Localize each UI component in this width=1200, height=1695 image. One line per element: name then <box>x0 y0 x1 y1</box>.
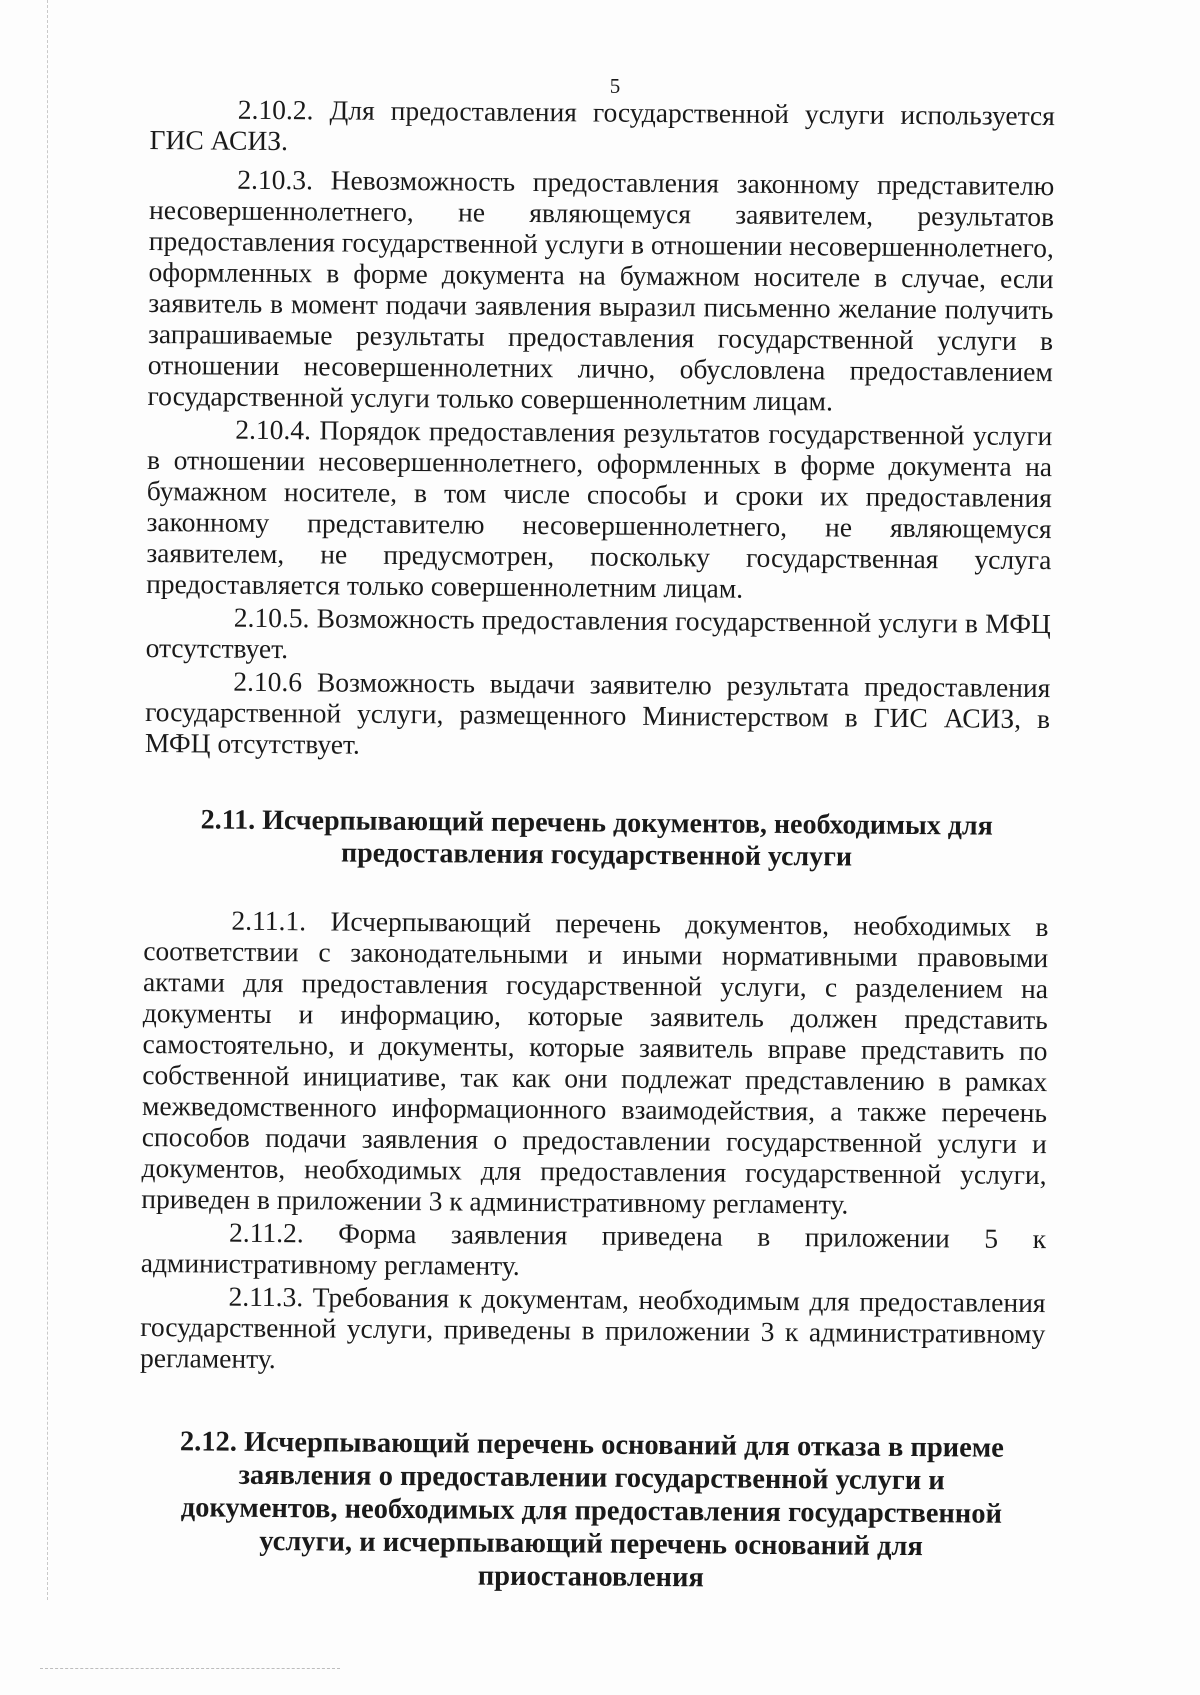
paragraph-2-11-3: 2.11.3. Требования к документам, необходимым для предоставления государственной услуги, приведены в приложении 3 к административному регламенту. <box>139 1280 1046 1375</box>
paragraph-2-10-3: 2.10.3. Невозможность предоставления законному представителю несовершеннолетнего, не являющемуся заявителем, результатов предоставления государственной услуги в отношении несовершеннолетнего, оформленных в форме документа на бумажном носителе в случае, если заявитель в момент подачи заявления выразил письменно желание получить запрашиваемые результаты предоставления государственной услуги в отношении несовершеннолетних лично, обусловлена предоставлением государственной услуги только совершеннолетним лицам. <box>147 163 1055 417</box>
section-heading-2-11: 2.11. Исчерпывающий перечень документов, необходимых для предоставления государственной услуги <box>200 804 993 873</box>
paragraph-2-10-6: 2.10.6 Возможность выдачи заявителю результата предоставления государственной услуги, размещенного Министерством в ГИС АСИЗ, в МФЦ отсутствует. <box>144 665 1051 760</box>
paragraph-2-10-5: 2.10.5. Возможность предоставления государственной услуги в МФЦ отсутствует. <box>145 601 1051 665</box>
paragraph-2-11-2: 2.11.2. Форма заявления приведена в приложении 5 к административному регламенту. <box>140 1216 1047 1281</box>
paragraph-2-10-4: 2.10.4. Порядок предоставления результатов государственной услуги в отношении несовершеннолетнего, оформленных в форме документа на бумажном носителе, в том числе способы и сроки их предоставления законному представителю несовершеннолетнего, не являющемуся заявителем, не предусмотрен, поскольку государственная услуга предоставляется только совершеннолетним лицам. <box>146 413 1053 604</box>
page-number: 5 <box>609 74 621 98</box>
paragraph-2-10-2: 2.10.2. Для предоставления государственной услуги используется ГИС АСИЗ. <box>149 93 1055 157</box>
section-heading-2-12: 2.12. Исчерпывающий перечень оснований для отказа в приеме заявления о предоставлении государственной услуги и документов, необходимых для предоставления государственной услуги, и исчерпывающий перечень оснований для приостановления <box>179 1426 1004 1594</box>
document-body <box>138 93 1055 1597</box>
scan-footer-line <box>40 1668 340 1669</box>
paragraph-2-11-1: 2.11.1. Исчерпывающий перечень документов, необходимых в соответствии с законодательными и иными нормативными правовыми актами для предоставления государственной услуги, с разделением на документы и информацию, которые заявитель должен представить самостоятельно, и документы, которые заявитель вправе представить по собственной инициативе, так как они подлежат представлению в рамках межведомственного информационного взаимодействия, а также перечень способов подачи заявления о предоставлении государственной услуги и документов, необходимых для предоставления государственной услуги, приведен в приложении 3 к административному регламенту. <box>141 904 1049 1220</box>
scan-margin-line <box>47 0 48 1600</box>
